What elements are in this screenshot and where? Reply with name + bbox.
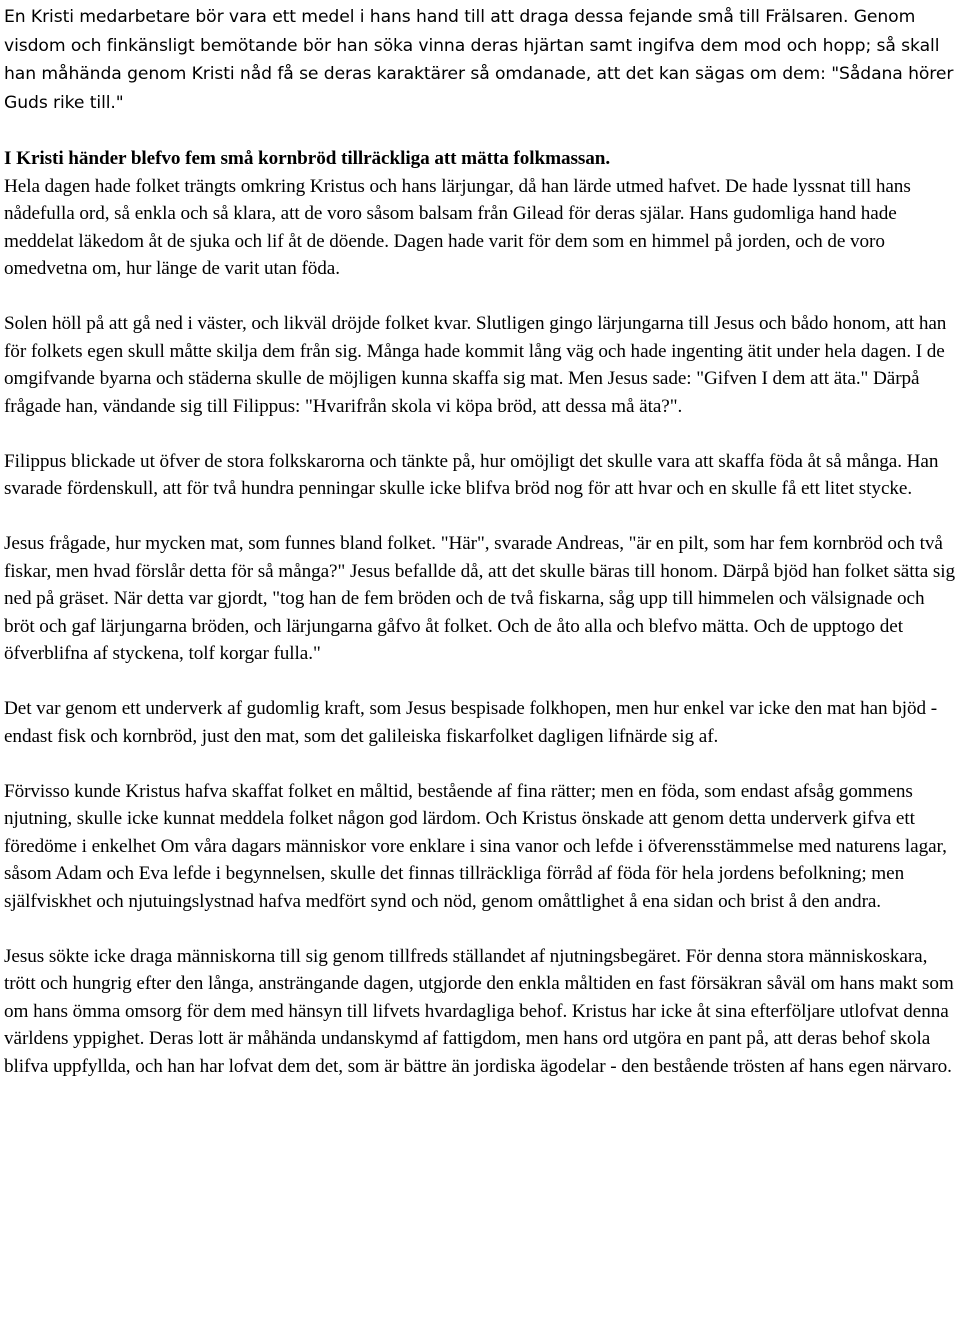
- paragraph-7: Jesus sökte icke draga människorna till sig genom tillfreds ställandet af njutningsbegäret. För denna stora människoskara, trött och hungrig efter den långa, ansträngande dagen, utgjorde den enkla måltiden en fast försäkran såväl om hans makt som om hans ömma omsorg för dem med hänsyn till lifvets hvardagliga behof. Kristus har icke åt sina efterföljare utlofvat denna världens yppighet. Deras lott är måhända undanskymd af fattigdom, men hans ord utgöra en pant på, att deras behof skola blifva uppfyllda, och han har lofvat dem det, som är bättre än jordiska ägodelar - den bestående trösten af hans egen närvaro.: [4, 945, 954, 1077]
- paragraph-4: Jesus frågade, hur mycken mat, som funnes bland folket. "Här", svarade Andreas, "är en pilt, som har fem kornbröd och två fiskar, men hvad förslår detta för så många?" Jesus befallde då, att det skulle bäras till honom. Därpå bjöd han folket sätta sig ned på gräset. När detta var gjordt, "tog han de fem bröden och de två fiskarna, såg upp till himmelen och välsignade och bröt och gaf lärjungarna bröden, och lärjungarna gåfvo åt folket. Och de åto alla och blefvo mätta. Och de upptogo det öfverblifna af styckena, tolf korgar fulla.": [4, 533, 956, 664]
- paragraph-3: Filippus blickade ut öfver de stora folkskarorna och tänkte på, hur omöjligt det skulle vara att skaffa föda åt så många. Han svarade fördenskull, att för två hundra penningar skulle icke blifva bröd nog för att hvar och en skulle få ett litet stycke.: [4, 450, 939, 499]
- paragraph-1: Hela dagen hade folket trängts omkring Kristus och hans lärjungar, då han lärde utmed hafvet. De hade lyssnat till hans nådefulla ord, så enkla och så klara, att de voro såsom balsam från Gilead för deras själar. Hans gudomliga hand hade meddelat läkedom åt de sjuka och lif åt de döende. Dagen hade varit för dem som en himmel på jorden, och de voro omedvetna om, hur länge de varit utan föda.: [4, 175, 911, 279]
- intro-paragraph: [4, 3, 958, 117]
- paragraph-2: Solen höll på att gå ned i väster, och likväl dröjde folket kvar. Slutligen gingo lärjungarna till Jesus och bådo honom, att han för folkets egen skull måtte skilja dem från sig. Många hade kommit lång väg och hade ingenting ätit under hela dagen. I de omgifvande byarna och städerna skulle de möjligen kunna skaffa sig mat. Men Jesus sade: "Gifven I dem att äta." Därpå frågade han, vändande sig till Filippus: "Hvarifrån skola vi köpa bröd, att dessa må äta?".: [4, 313, 947, 417]
- paragraph-5: Det var genom ett underverk af gudomlig kraft, som Jesus bespisade folkhopen, men hur enkel var icke den mat han bjöd - endast fisk och kornbröd, just den mat, som det galileiska fiskarfolket dagligen lifnärde sig af.: [4, 698, 938, 747]
- intro-paragraph-text: En Kristi medarbetare bör vara ett medel i hans hand till att draga dessa fejande små till Frälsaren. Genom visdom och finkänsligt bemötande bör han söka vinna deras hjärtan samt ingifva dem mod och hopp; så skall han måhända genom Kristi nåd få se deras karaktärer så omdanade, att det kan sägas om dem: "Sådana hörer Guds rike till.": [4, 7, 954, 113]
- section-heading: I Kristi händer blefvo fem små kornbröd tillräckliga att mätta folkmassan.: [4, 148, 611, 169]
- document-page: [4, 3, 958, 1080]
- paragraph-6: Förvisso kunde Kristus hafva skaffat folket en måltid, bestående af fina rätter; men en föda, som endast afsåg gommens njutning, skulle icke kunnat meddela folket någon god lärdom. Och Kristus önskade att genom detta underverk gifva ett föredöme i enkelhet Om våra dagars människor vore enklare i sina vanor och lefde i öfverensstämmelse med naturens lagar, såsom Adam och Eva lefde i begynnelsen, skulle det finnas tillräckliga förråd af föda för hela jordens befolkning; men själfviskhet och njutuingslystnad hafva medfört synd och nöd, genom omåttlighet å ena sidan och brist å den andra.: [4, 780, 947, 912]
